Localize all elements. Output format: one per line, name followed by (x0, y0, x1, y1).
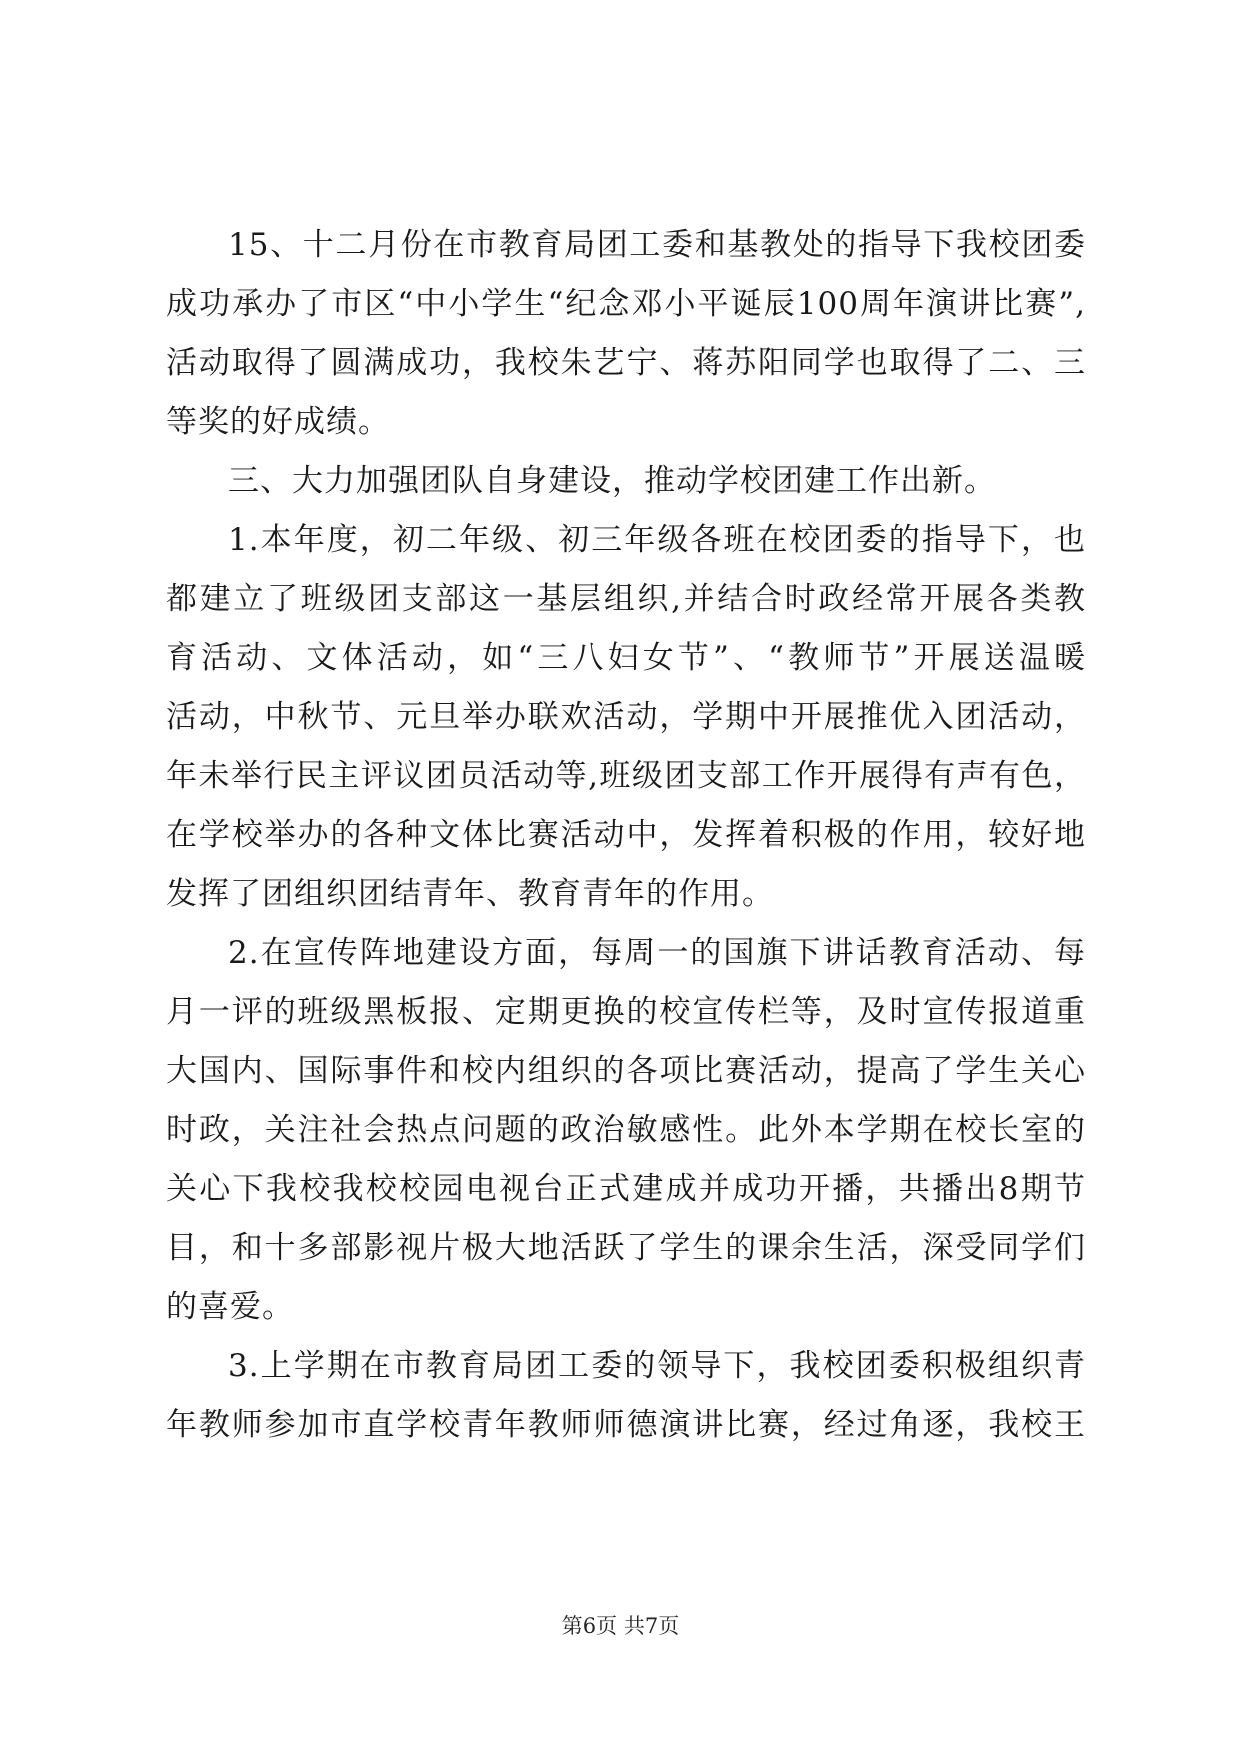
section-heading: 三、大力加强团队自身建设，推动学校团建工作出新。 (228, 463, 996, 499)
paragraph-line: 1.本年度，初二年级、初三年级各班在校团委的指导下，也 (228, 522, 1086, 558)
paragraph-line: 年未举行民主评议团员活动等,班级团支部工作开展得有声有色， (166, 758, 1086, 794)
paragraph-line: 月一评的班级黑板报、定期更换的校宣传栏等，及时宣传报道重 (166, 994, 1086, 1030)
paragraph-line: 育活动、文体活动，如“三八妇女节”、“教师节”开展送温暖 (166, 640, 1086, 676)
paragraph-line: 关心下我校我校校园电视台正式建成并成功开播，共播出8期节 (166, 1171, 1086, 1207)
paragraph-line: 发挥了团组织团结青年、教育青年的作用。 (166, 876, 774, 912)
paragraph-line: 时政，关注社会热点问题的政治敏感性。此外本学期在校长室的 (166, 1112, 1086, 1148)
paragraph-line: 年教师参加市直学校青年教师师德演讲比赛，经过角逐，我校王 (166, 1407, 1086, 1443)
paragraph-line: 活动，中秋节、元旦举办联欢活动，学期中开展推优入团活动， (166, 699, 1086, 735)
paragraph-line: 大国内、国际事件和校内组织的各项比赛活动，提高了学生关心 (166, 1053, 1086, 1089)
page-number-footer: 第6页 共7页 (561, 1614, 680, 1638)
paragraph-line: 目，和十多部影视片极大地活跃了学生的课余生活，深受同学们 (166, 1230, 1086, 1266)
paragraph-line: 等奖的好成绩。 (166, 404, 390, 440)
paragraph-line: 的喜爱。 (166, 1289, 294, 1325)
paragraph-line: 2.在宣传阵地建设方面，每周一的国旗下讲话教育活动、每 (228, 935, 1086, 971)
paragraph-line: 3.上学期在市教育局团工委的领导下，我校团委积极组织青 (228, 1348, 1086, 1384)
paragraph-line: 成功承办了市区“中小学生“纪念邓小平诞辰100周年演讲比赛”, (166, 286, 1086, 322)
paragraph-line: 15、十二月份在市教育局团工委和基教处的指导下我校团委 (228, 227, 1086, 263)
paragraph-line: 都建立了班级团支部这一基层组织,并结合时政经常开展各类教 (166, 581, 1086, 617)
paragraph-line: 活动取得了圆满成功，我校朱艺宁、蒋苏阳同学也取得了二、三 (166, 345, 1086, 381)
paragraph-line: 在学校举办的各种文体比赛活动中，发挥着积极的作用，较好地 (166, 817, 1086, 853)
